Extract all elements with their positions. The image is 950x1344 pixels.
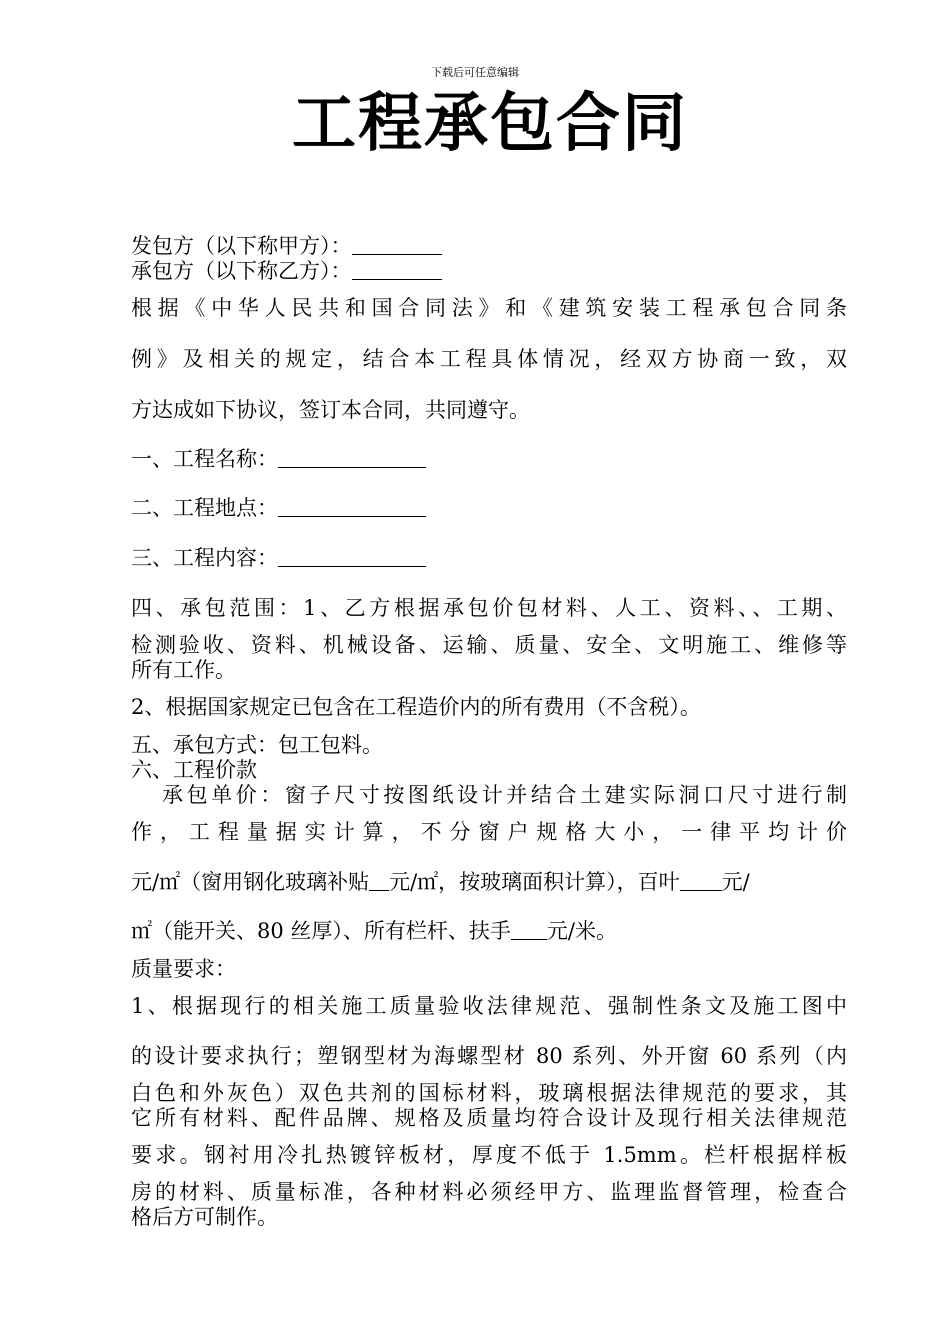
unit-price-line [131, 869, 847, 895]
quality-line: 白色和外灰色）双色共剂的国标材料，玻璃根据法律规范的要求，其 [131, 1081, 847, 1105]
scope-line: 2、根据国家规定已包含在工程造价内的所有费用（不含税）。 [131, 695, 701, 719]
glass-subsidy-blank [369, 870, 389, 891]
unit-price-text: 元/㎡，按玻璃面积计算），百叶 [389, 870, 680, 894]
railing-price-blank [511, 919, 547, 940]
party-b-label: 承包方（以下称乙方）： [131, 259, 352, 283]
preamble-line: 根据《中华人民共和国合同法》和《建筑安装工程承包合同条 [131, 296, 847, 320]
unit-price-text: 元/㎡（窗用钢化玻璃补贴 [131, 870, 370, 894]
document-title: 工程承包合同 [292, 87, 688, 161]
unit-price-line: 作，工程量据实计算，不分窗户规格大小，一律平均计价 [131, 820, 847, 844]
scope-line: 检测验收、资料、机械设备、运输、质量、安全、文明施工、维修等 [131, 633, 847, 657]
scope-line: 所有工作。 [131, 658, 236, 682]
preamble-line: 例》及相关的规定，结合本工程具体情况，经双方协商一致，双 [131, 347, 847, 371]
project-name-blank [278, 447, 426, 468]
project-name-line [131, 446, 847, 472]
project-location-label: 二、工程地点： [131, 496, 278, 520]
price-heading: 六、工程价款 [131, 758, 257, 782]
project-location-blank [278, 496, 426, 517]
project-name-label: 一、工程名称： [131, 447, 278, 471]
unit-price-text: 元/米。 [546, 919, 617, 943]
unit-price-text: ㎡（能开关、80 丝厚）、所有栏杆、扶手 [131, 919, 511, 943]
unit-price-line [131, 918, 847, 944]
project-content-blank [278, 546, 426, 567]
preamble-line: 方达成如下协议，签订本合同，共同遵守。 [131, 398, 530, 422]
party-b-line [131, 258, 847, 284]
project-content-label: 三、工程内容： [131, 546, 278, 570]
scope-line: 四、承包范围：1、乙方根据承包价包材料、人工、资料、、工期、 [131, 596, 847, 620]
project-content-line [131, 545, 847, 571]
quality-line: 格后方可制作。 [131, 1205, 278, 1229]
party-a-blank [352, 234, 442, 255]
quality-heading: 质量要求： [131, 957, 236, 981]
project-location-line [131, 495, 847, 521]
quality-line: 房的材料、质量标准，各种材料必须经甲方、监理监督管理，检查合 [131, 1180, 847, 1204]
party-b-blank [352, 259, 442, 280]
method-line: 五、承包方式：包工包料。 [131, 733, 383, 757]
quality-line: 要求。钢衬用冷扎热镀锌板材，厚度不低于 1.5mm。栏杆根据样板 [131, 1143, 847, 1167]
quality-line: 它所有材料、配件品牌、规格及质量均符合设计及现行相关法律规范 [131, 1106, 847, 1130]
party-a-label: 发包方（以下称甲方）： [131, 234, 352, 258]
quality-line: 1、根据现行的相关施工质量验收法律规范、强制性条文及施工图中 [131, 994, 847, 1018]
unit-price-text: 元/ [721, 870, 750, 894]
header-note: 下载后可任意编辑 [431, 66, 519, 79]
louver-price-blank [680, 870, 722, 891]
unit-price-line: 承包单价：窗子尺寸按图纸设计并结合土建实际洞口尺寸进行制 [162, 783, 847, 807]
party-a-line [131, 233, 847, 259]
quality-line: 的设计要求执行；塑钢型材为海螺型材 80 系列、外开窗 60 系列（内 [131, 1044, 847, 1068]
